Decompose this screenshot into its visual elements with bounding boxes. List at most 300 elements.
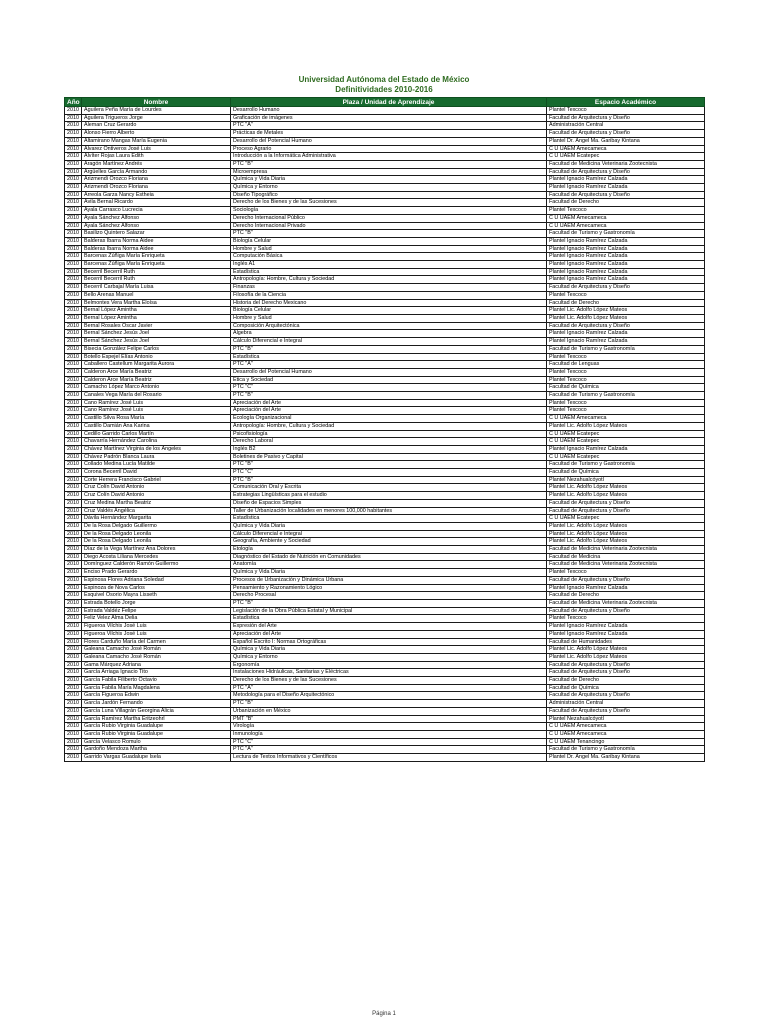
cell-year: 2010	[65, 730, 82, 738]
cell-name: Díaz de la Vega Martínez Ana Dolores	[82, 546, 231, 554]
table-row	[65, 576, 705, 584]
cell-academic-space: Facultad de Turismo y Gastronomía	[547, 392, 705, 400]
cell-plaza: Inglés A1	[231, 261, 547, 269]
table-row	[65, 661, 705, 669]
cell-name: Cano Ramírez José Luis	[82, 399, 231, 407]
cell-academic-space: Plantel Lic. Adolfo López Mateos	[547, 422, 705, 430]
table-row	[65, 253, 705, 261]
cell-name: Aguilera Peña María de Lourdes	[82, 107, 231, 115]
document-subtitle: Definitividades 2010-2016	[335, 85, 433, 94]
cell-name: Arizmendi Orozco Floriana	[82, 184, 231, 192]
cell-plaza: PTC "C"	[231, 469, 547, 477]
table-row	[65, 538, 705, 546]
cell-name: Bello Arenas Manuel	[82, 291, 231, 299]
cell-academic-space: Plantel Dr. Ángel Ma. Garibay Kintana	[547, 137, 705, 145]
cell-plaza: Geografía, Ambiente y Sociedad	[231, 538, 547, 546]
cell-year: 2010	[65, 284, 82, 292]
cell-academic-space: Facultad de Derecho	[547, 299, 705, 307]
table-row	[65, 376, 705, 384]
cell-academic-space: Plantel Texcoco	[547, 615, 705, 623]
cell-year: 2010	[65, 176, 82, 184]
table-row	[65, 592, 705, 600]
cell-academic-space: Facultad de Humanidades	[547, 638, 705, 646]
cell-plaza: PTC "B"	[231, 700, 547, 708]
table-row	[65, 199, 705, 207]
cell-academic-space: Plantel Ignacio Ramírez Calzada	[547, 237, 705, 245]
cell-academic-space: Facultad de Arquitectura y Diseño	[547, 607, 705, 615]
cell-year: 2010	[65, 638, 82, 646]
table-row	[65, 445, 705, 453]
table-row	[65, 530, 705, 538]
table-row	[65, 561, 705, 569]
cell-year: 2010	[65, 484, 82, 492]
cell-name: Aleman Cruz Gerardo	[82, 122, 231, 130]
cell-year: 2010	[65, 615, 82, 623]
cell-academic-space: Plantel Ignacio Ramírez Calzada	[547, 584, 705, 592]
cell-academic-space: Plantel Ignacio Ramírez Calzada	[547, 445, 705, 453]
cell-year: 2010	[65, 376, 82, 384]
cell-year: 2010	[65, 153, 82, 161]
cell-academic-space: C U UAEM Ecatepec	[547, 153, 705, 161]
cell-year: 2010	[65, 137, 82, 145]
cell-academic-space: Plantel Lic. Adolfo López Mateos	[547, 307, 705, 315]
cell-year: 2010	[65, 207, 82, 215]
cell-plaza: Diagnóstico del Estado de Nutrición en Comunidades	[231, 553, 547, 561]
cell-name: Galeana Camacho José Román	[82, 653, 231, 661]
cell-name: Corte Herrera Francisco Gabriel	[82, 476, 231, 484]
table-row	[65, 284, 705, 292]
cell-plaza: Hombre y Salud	[231, 314, 547, 322]
table-row	[65, 754, 705, 762]
cell-academic-space: C U UAEM Amecameca	[547, 222, 705, 230]
cell-academic-space: Plantel Texcoco	[547, 376, 705, 384]
cell-academic-space: Facultad de Medicina Veterinaria Zootecnista	[547, 546, 705, 554]
cell-year: 2010	[65, 122, 82, 130]
cell-year: 2010	[65, 230, 82, 238]
cell-name: Bernal López Amintha	[82, 314, 231, 322]
cell-plaza: Estadística	[231, 515, 547, 523]
cell-year: 2010	[65, 276, 82, 284]
cell-name: García Luna Villagrán Georgina Alicia	[82, 707, 231, 715]
cell-plaza: Ergonomía	[231, 661, 547, 669]
cell-name: Calderon Arce María Beatriz	[82, 368, 231, 376]
cell-plaza: Diseño Tipográfico	[231, 191, 547, 199]
cell-name: Dávila Hernández Margarita	[82, 515, 231, 523]
cell-academic-space: Plantel Ignacio Ramírez Calzada	[547, 245, 705, 253]
cell-plaza: Apreciación del Arte	[231, 407, 547, 415]
cell-year: 2010	[65, 569, 82, 577]
cell-name: García Arriaga Ignacio Tito	[82, 669, 231, 677]
table-row	[65, 184, 705, 192]
cell-name: García Ramírez Martha Eritzeohrl	[82, 715, 231, 723]
cell-plaza: Cálculo Diferencial e Integral	[231, 338, 547, 346]
cell-name: Basilizo Quintero Salazar	[82, 230, 231, 238]
cell-year: 2010	[65, 268, 82, 276]
cell-name: Castillo Silva Rosa María	[82, 415, 231, 423]
cell-year: 2010	[65, 392, 82, 400]
cell-plaza: Antropología: Hombre, Cultura y Sociedad	[231, 276, 547, 284]
cell-academic-space: C U UAEM Ecatepec	[547, 515, 705, 523]
table-row	[65, 738, 705, 746]
cell-name: Castillo Damián Ana Karina	[82, 422, 231, 430]
table-row	[65, 268, 705, 276]
table-row	[65, 692, 705, 700]
cell-plaza: Desarrollo del Potencial Humano	[231, 137, 547, 145]
cell-academic-space: C U UAEM Amecameca	[547, 214, 705, 222]
cell-name: Balderas Ibarra Norma Aidee	[82, 237, 231, 245]
cell-year: 2010	[65, 561, 82, 569]
cell-plaza: Química y Entorno	[231, 184, 547, 192]
cell-plaza: PTC "A"	[231, 122, 547, 130]
cell-year: 2010	[65, 461, 82, 469]
cell-year: 2010	[65, 107, 82, 115]
cell-academic-space: C U UAEM Amecameca	[547, 415, 705, 423]
cell-academic-space: Facultad de Turismo y Gastronomía	[547, 461, 705, 469]
cell-year: 2010	[65, 492, 82, 500]
table-row	[65, 677, 705, 685]
cell-academic-space: Facultad de Arquitectura y Diseño	[547, 130, 705, 138]
cell-name: De la Rosa Delgado Leonila	[82, 530, 231, 538]
cell-academic-space: Plantel Lic. Adolfo López Mateos	[547, 492, 705, 500]
cell-academic-space: Plantel Ignacio Ramírez Calzada	[547, 253, 705, 261]
cell-name: García Fabila Filiberto Octavio	[82, 677, 231, 685]
cell-plaza: Derecho Internacional Público	[231, 214, 547, 222]
cell-academic-space: Plantel Ignacio Ramírez Calzada	[547, 184, 705, 192]
cell-name: Espinosa Flores Adriana Soledad	[82, 576, 231, 584]
cell-name: Estrada Valdéz Felipe	[82, 607, 231, 615]
cell-name: Flores Carduño María del Carmen	[82, 638, 231, 646]
table-row	[65, 145, 705, 153]
cell-plaza: Sociología	[231, 207, 547, 215]
table-row	[65, 669, 705, 677]
cell-name: Barcenas Zúñiga María Enriqueta	[82, 253, 231, 261]
cell-plaza: Diseño de Espacios Simples	[231, 499, 547, 507]
table-row	[65, 569, 705, 577]
cell-year: 2010	[65, 522, 82, 530]
table-header-row	[65, 98, 705, 107]
cell-plaza: PTC "B"	[231, 461, 547, 469]
cell-name: Figueroa Vilchis José Luis	[82, 623, 231, 631]
cell-year: 2010	[65, 445, 82, 453]
table-row	[65, 415, 705, 423]
table-row	[65, 630, 705, 638]
cell-academic-space: Plantel Lic. Adolfo López Mateos	[547, 653, 705, 661]
cell-name: Bernal Rosales Oscar Javier	[82, 322, 231, 330]
table-row	[65, 322, 705, 330]
cell-plaza: Prácticas de Metales	[231, 130, 547, 138]
cell-plaza: Derecho Laboral	[231, 438, 547, 446]
table-row	[65, 107, 705, 115]
table-row	[65, 469, 705, 477]
cell-year: 2010	[65, 415, 82, 423]
cell-plaza: Hombre y Salud	[231, 245, 547, 253]
cell-name: Cruz Colín David Antonio	[82, 492, 231, 500]
cell-academic-space: Facultad de Turismo y Gastronomía	[547, 345, 705, 353]
table-row	[65, 422, 705, 430]
cell-year: 2010	[65, 515, 82, 523]
cell-year: 2010	[65, 261, 82, 269]
cell-year: 2010	[65, 738, 82, 746]
cell-plaza: Composición Arquitectónica	[231, 322, 547, 330]
cell-name: Barcenas Zúñiga María Enriqueta	[82, 261, 231, 269]
cell-year: 2010	[65, 607, 82, 615]
table-row	[65, 130, 705, 138]
table-row	[65, 607, 705, 615]
cell-plaza: Estrategias Lingüísticas para el estudio	[231, 492, 547, 500]
cell-year: 2010	[65, 145, 82, 153]
cell-plaza: PTC "B"	[231, 345, 547, 353]
cell-academic-space: Facultad de Química	[547, 684, 705, 692]
cell-name: Bisecia González Felipe Carlos	[82, 345, 231, 353]
table-row	[65, 553, 705, 561]
cell-plaza: Cálculo Diferencial e Integral	[231, 530, 547, 538]
cell-academic-space: Facultad de Derecho	[547, 677, 705, 685]
cell-plaza: Boletines de Pasivo y Capital	[231, 453, 547, 461]
cell-year: 2010	[65, 538, 82, 546]
cell-plaza: Comunicación Oral y Escrita	[231, 484, 547, 492]
table-row	[65, 168, 705, 176]
table-row	[65, 361, 705, 369]
cell-year: 2010	[65, 576, 82, 584]
cell-plaza: Anatomía	[231, 561, 547, 569]
cell-name: García Figueroa Edwin	[82, 692, 231, 700]
cell-plaza: Álgebra	[231, 330, 547, 338]
cell-academic-space: C U UAEM Ecatepec	[547, 438, 705, 446]
cell-year: 2010	[65, 438, 82, 446]
cell-academic-space: Plantel Dr. Ángel Ma. Garibay Kintana	[547, 754, 705, 762]
cell-plaza: Historia del Derecho Mexicano	[231, 299, 547, 307]
cell-name: García Velasco Romulo	[82, 738, 231, 746]
cell-year: 2010	[65, 199, 82, 207]
cell-academic-space: C U UAEM Tenancingo	[547, 738, 705, 746]
cell-academic-space: Facultad de Arquitectura y Diseño	[547, 114, 705, 122]
table-row	[65, 476, 705, 484]
cell-name: Altamirano Mangas María Eugenia	[82, 137, 231, 145]
table-row	[65, 214, 705, 222]
cell-plaza: Química y Vida Diaria	[231, 646, 547, 654]
cell-year: 2010	[65, 237, 82, 245]
cell-name: Bernal López Amintha	[82, 307, 231, 315]
table-row	[65, 507, 705, 515]
cell-plaza: Expresión del Arte	[231, 623, 547, 631]
cell-name: Alonso Fierro Alberto	[82, 130, 231, 138]
table-row	[65, 515, 705, 523]
cell-plaza: Español Escrito I: Normas Ortográficas	[231, 638, 547, 646]
cell-year: 2010	[65, 307, 82, 315]
cell-year: 2010	[65, 399, 82, 407]
column-header-name: Nombre	[82, 98, 231, 107]
cell-name: Cruz Valdés Angélica	[82, 507, 231, 515]
table-row	[65, 653, 705, 661]
cell-academic-space: Plantel Nezahualcóyotl	[547, 476, 705, 484]
table-row	[65, 160, 705, 168]
cell-academic-space: Plantel Texcoco	[547, 407, 705, 415]
cell-name: Becerril Becerril Ruth	[82, 268, 231, 276]
cell-name: Chavarría Hernández Carolina	[82, 438, 231, 446]
table-row	[65, 707, 705, 715]
cell-name: Esquivel Osorio Mayra Lisseth	[82, 592, 231, 600]
cell-plaza: Desarrollo del Potencial Humano	[231, 368, 547, 376]
cell-name: Domínguez Calderón Ramón Guillermo	[82, 561, 231, 569]
cell-plaza: Virología	[231, 723, 547, 731]
cell-plaza: Computación Básica	[231, 253, 547, 261]
cell-plaza: PTC "B"	[231, 160, 547, 168]
cell-plaza: Derecho Internacional Privado	[231, 222, 547, 230]
cell-year: 2010	[65, 661, 82, 669]
cell-academic-space: Plantel Texcoco	[547, 368, 705, 376]
cell-year: 2010	[65, 553, 82, 561]
cell-plaza: Metodología para el Diseño Arquitectónico	[231, 692, 547, 700]
cell-academic-space: Plantel Texcoco	[547, 207, 705, 215]
cell-academic-space: Facultad de Derecho	[547, 199, 705, 207]
cell-name: Alvarez Ontiveros José Luis	[82, 145, 231, 153]
cell-year: 2010	[65, 584, 82, 592]
table-row	[65, 122, 705, 130]
table-row	[65, 407, 705, 415]
cell-year: 2010	[65, 214, 82, 222]
cell-plaza: Química y Vida Diaria	[231, 569, 547, 577]
cell-plaza: Pensamiento y Razonamiento Lógico	[231, 584, 547, 592]
cell-plaza: Derecho Procesal	[231, 592, 547, 600]
cell-academic-space: Plantel Texcoco	[547, 353, 705, 361]
cell-plaza: Ética y Sociedad	[231, 376, 547, 384]
cell-name: Aragón Martínez Andrés	[82, 160, 231, 168]
cell-academic-space: Plantel Texcoco	[547, 291, 705, 299]
cell-name: Collado Medina Lucía Matilde	[82, 461, 231, 469]
cell-plaza: Desarrollo Humano	[231, 107, 547, 115]
cell-plaza: Ecología Organizacional	[231, 415, 547, 423]
cell-academic-space: Plantel Lic. Adolfo López Mateos	[547, 646, 705, 654]
table-row	[65, 399, 705, 407]
cell-name: Becerril Carbajal María Luisa	[82, 284, 231, 292]
table-row	[65, 522, 705, 530]
cell-plaza: Inglés B2	[231, 445, 547, 453]
cell-name: Figueroa Vilchis José Luis	[82, 630, 231, 638]
document-title: Universidad Autónoma del Estado de México	[298, 75, 470, 84]
cell-academic-space: C U UAEM Ecatepec	[547, 453, 705, 461]
cell-year: 2010	[65, 330, 82, 338]
cell-name: Belmontes Vera Martha Eloísa	[82, 299, 231, 307]
cell-name: Arizmendi Orozco Floriana	[82, 176, 231, 184]
cell-year: 2010	[65, 600, 82, 608]
cell-year: 2010	[65, 453, 82, 461]
cell-academic-space: Plantel Lic. Adolfo López Mateos	[547, 484, 705, 492]
cell-name: Ayala Sánchez Alfonso	[82, 214, 231, 222]
table-row	[65, 461, 705, 469]
table-row	[65, 392, 705, 400]
cell-plaza: Estadística	[231, 353, 547, 361]
cell-year: 2010	[65, 700, 82, 708]
cell-academic-space: Plantel Texcoco	[547, 107, 705, 115]
cell-plaza: Instalaciones Hidráulicas, Sanitarias y Eléctricas	[231, 669, 547, 677]
cell-plaza: Biología Celular	[231, 237, 547, 245]
cell-academic-space: Facultad de Arquitectura y Diseño	[547, 576, 705, 584]
table-row	[65, 276, 705, 284]
cell-plaza: Lectura de Textos Informativos y Científicos	[231, 754, 547, 762]
cell-academic-space: Facultad de Medicina	[547, 553, 705, 561]
cell-academic-space: Plantel Texcoco	[547, 569, 705, 577]
table-row	[65, 237, 705, 245]
cell-academic-space: Plantel Ignacio Ramírez Calzada	[547, 261, 705, 269]
page-number: Página 1	[372, 1011, 396, 1017]
cell-year: 2010	[65, 361, 82, 369]
cell-name: Enciso Prado Gerardo	[82, 569, 231, 577]
cell-plaza: Taller de Urbanización localidades en menores 100,000 habitantes	[231, 507, 547, 515]
cell-name: Diego Acosta Liliana Mercedes	[82, 553, 231, 561]
cell-name: Aguilera Trigueros Jorge	[82, 114, 231, 122]
cell-academic-space: Administración Central	[547, 700, 705, 708]
cell-plaza: PTC "C"	[231, 384, 547, 392]
cell-name: Chávez Martínez Virginia de los Ángeles	[82, 445, 231, 453]
cell-year: 2010	[65, 646, 82, 654]
cell-year: 2010	[65, 338, 82, 346]
cell-name: Chávez Padrón Blanca Laura	[82, 453, 231, 461]
cell-academic-space: Plantel Ignacio Ramírez Calzada	[547, 176, 705, 184]
table-row	[65, 746, 705, 754]
table-row	[65, 600, 705, 608]
table-row	[65, 638, 705, 646]
cell-plaza: Estadística	[231, 615, 547, 623]
cell-plaza: PTC "C"	[231, 738, 547, 746]
table-row	[65, 453, 705, 461]
cell-name: García Fabila María Magdalena	[82, 684, 231, 692]
cell-plaza: Proceso Agrario	[231, 145, 547, 153]
cell-name: Balderas Ibarra Norma Aidee	[82, 245, 231, 253]
cell-year: 2010	[65, 754, 82, 762]
cell-plaza: Química y Vida Diaria	[231, 176, 547, 184]
cell-year: 2010	[65, 623, 82, 631]
table-row	[65, 492, 705, 500]
cell-year: 2010	[65, 707, 82, 715]
table-row	[65, 684, 705, 692]
table-row	[65, 314, 705, 322]
cell-year: 2010	[65, 499, 82, 507]
cell-year: 2010	[65, 345, 82, 353]
cell-year: 2010	[65, 422, 82, 430]
table-row	[65, 353, 705, 361]
cell-year: 2010	[65, 430, 82, 438]
column-header-academic-space: Espacio Académico	[547, 98, 705, 107]
table-row	[65, 384, 705, 392]
cell-plaza: Filosofía de la Ciencia	[231, 291, 547, 299]
cell-year: 2010	[65, 476, 82, 484]
cell-academic-space: Plantel Lic. Adolfo López Mateos	[547, 314, 705, 322]
cell-name: Estrada Botello Jorge	[82, 600, 231, 608]
cell-plaza: Procesos de Urbanización y Dinámica Urbana	[231, 576, 547, 584]
cell-year: 2010	[65, 530, 82, 538]
cell-name: Ayala Carrasco Lucrecia	[82, 207, 231, 215]
cell-academic-space: Facultad de Arquitectura y Diseño	[547, 284, 705, 292]
cell-year: 2010	[65, 592, 82, 600]
cell-academic-space: Facultad de Arquitectura y Diseño	[547, 507, 705, 515]
cell-name: Cano Ramírez José Luis	[82, 407, 231, 415]
cell-year: 2010	[65, 384, 82, 392]
cell-year: 2010	[65, 368, 82, 376]
cell-plaza: PTC "A"	[231, 746, 547, 754]
cell-academic-space: Facultad de Lenguas	[547, 361, 705, 369]
cell-plaza: Apreciación del Arte	[231, 630, 547, 638]
cell-name: Galeana Camacho José Román	[82, 646, 231, 654]
table-row	[65, 584, 705, 592]
cell-name: Cedillo Garrido Carlos Martín	[82, 430, 231, 438]
cell-year: 2010	[65, 168, 82, 176]
table-row	[65, 261, 705, 269]
cell-academic-space: Facultad de Arquitectura y Diseño	[547, 707, 705, 715]
cell-name: Ayala Sánchez Alfonso	[82, 222, 231, 230]
cell-plaza: Etología	[231, 546, 547, 554]
cell-year: 2010	[65, 653, 82, 661]
table-row	[65, 715, 705, 723]
